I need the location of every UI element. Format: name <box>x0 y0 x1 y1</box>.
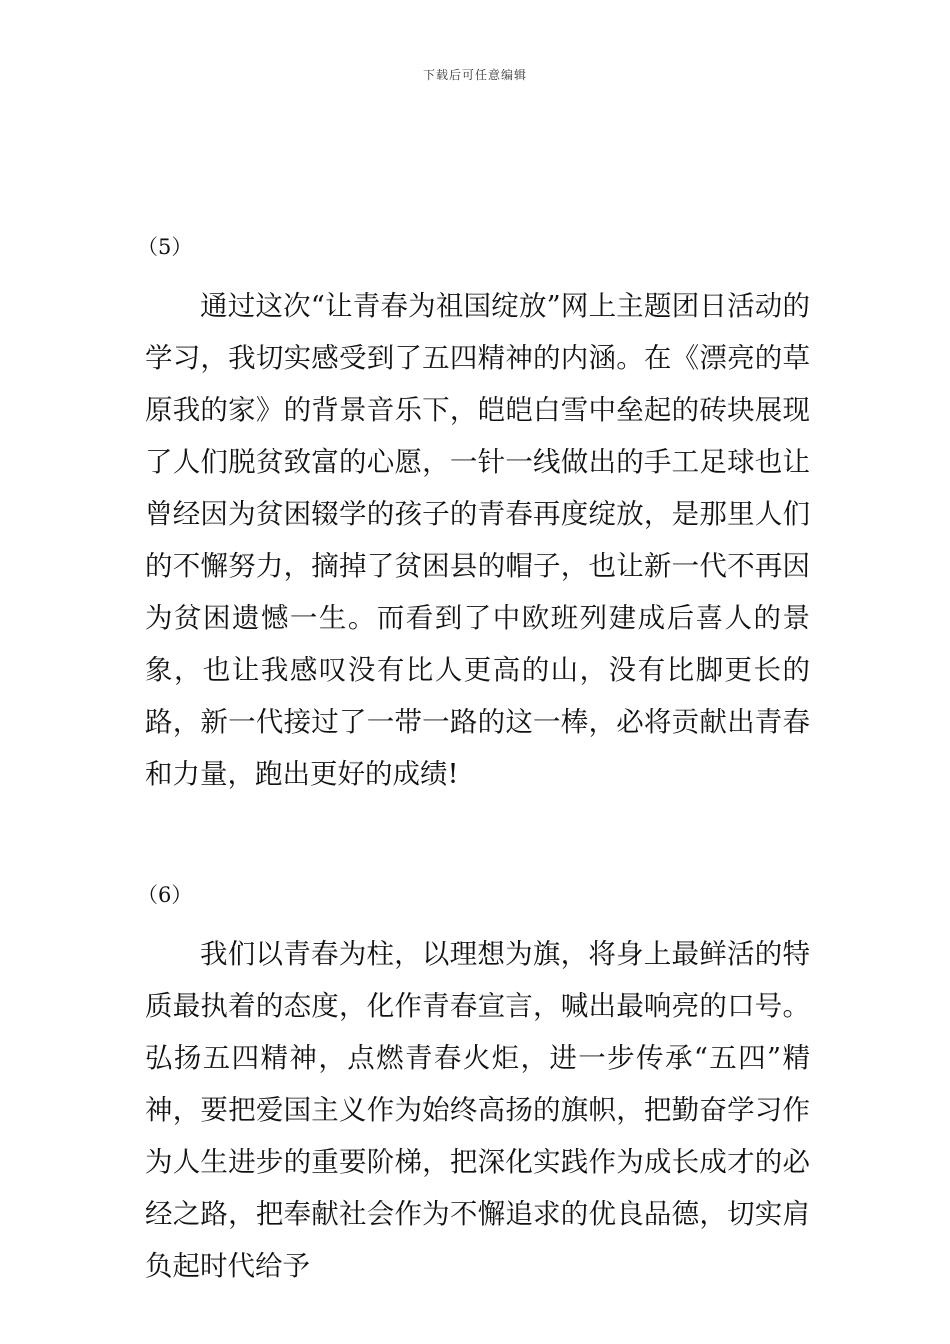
section-label: （5） <box>137 235 193 259</box>
page-header: 下载后可任意编辑 <box>422 68 527 82</box>
section-6 <box>137 880 810 1292</box>
section-5 <box>137 232 810 800</box>
body-paragraph: 我们以青春为柱，以理想为旗，将身上最鲜活的特质最执着的态度，化作青春宣言，喊出最响亮的口号。弘扬五四精神，点燃青春火炬，进一步传承“五四”精神，要把爱国主义作为始终高扬的旗帜，把勤奋学习作为人生进步的重要阶梯，把深化实践作为成长成才的必经之路，把奉献社会作为不懈追求的优良品德，切实肩负起时代给予 <box>145 938 810 1282</box>
body-paragraph: 通过这次“让青春为祖国绽放”网上主题团日活动的学习，我切实感受到了五四精神的内涵。在《漂亮的草原我的家》的背景音乐下，皑皑白雪中垒起的砖块展现了人们脱贫致富的心愿，一针一线做出的手工足球也让曾经因为贫困辍学的孩子的青春再度绽放，是那里人们的不懈努力，摘掉了贫困县的帽子，也让新一代不再因为贫困遗憾一生。而看到了中欧班列建成后喜人的景象，也让我感叹没有比人更高的山，没有比脚更长的路，新一代接过了一带一路的这一棒，必将贡献出青春和力量，跑出更好的成绩! <box>145 290 810 790</box>
section-label: （6） <box>137 883 193 907</box>
